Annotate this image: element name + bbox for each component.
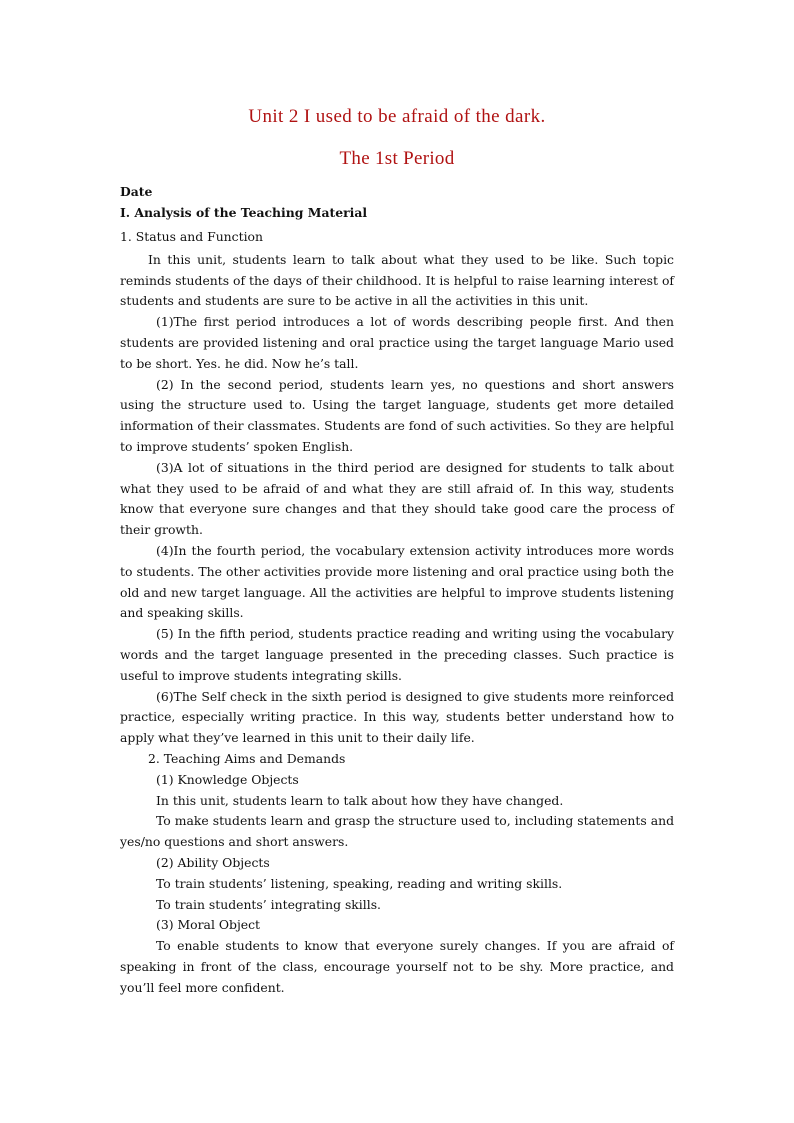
paragraph-sixth-period: (6)The Self check in the sixth period is designed to give students more reinforced practice, especially writing practice. In this way, students better understand how to apply what they’ve learned in this unit to their daily life.: [120, 688, 674, 746]
ability-objects-heading: (2) Ability Objects: [156, 854, 270, 870]
section-heading-analysis: Ⅰ. Analysis of the Teaching Material: [120, 205, 368, 220]
period-title: The 1st Period: [339, 148, 455, 169]
document-body: [120, 182, 674, 998]
paragraph-fourth-period: (4)In the fourth period, the vocabulary extension activity introduces more words to students. The other activities provide more listening and oral practice using both the old and new target language. All the activities are helpful to improve students listening and speaking skills.: [120, 542, 674, 621]
subsection-heading-aims: 2. Teaching Aims and Demands: [148, 750, 346, 766]
paragraph-fifth-period: (5) In the fifth period, students practice reading and writing using the vocabulary words and the target language presented in the preceding classes. Such practice is useful to improve students integrating skills.: [120, 626, 674, 683]
paragraph-second-period: (2) In the second period, students learn yes, no questions and short answers using the structure used to. Using the target language, students get more detailed information of their classmates. Students are fond of such activities. So they are helpful to improve students’ spoken English.: [120, 376, 674, 454]
paragraph-intro: In this unit, students learn to talk about what they used to be like. Such topic reminds students of the days of their childhood. It is helpful to raise learning interest of students and students are sure to be active in all the activities in this unit.: [120, 251, 674, 309]
ability-objective-1: To train students’ listening, speaking, reading and writing skills.: [156, 875, 563, 891]
date-label: Date: [120, 184, 153, 199]
knowledge-objective-2: To make students learn and grasp the structure used to, including statements and yes/no questions and short answers.: [120, 813, 674, 850]
moral-objective-1: To enable students to know that everyone surely changes. If you are afraid of speaking in front of the class, encourage yourself not to be shy. More practice, and you’ll feel more confident.: [120, 938, 674, 995]
paragraph-first-period: (1)The first period introduces a lot of words describing people first. And then students are provided listening and oral practice using the target language Mario used to be short. Yes. he did. Now he’s tall.: [120, 314, 674, 371]
knowledge-objective-1: In this unit, students learn to talk about how they have changed.: [156, 792, 564, 808]
ability-objective-2: To train students’ integrating skills.: [156, 896, 381, 912]
unit-title: Unit 2 I used to be afraid of the dark.: [248, 106, 546, 127]
paragraph-third-period: (3)A lot of situations in the third period are designed for students to talk about what they used to be afraid of and what they are still afraid of. In this way, students know that everyone sure changes and that they should take good care the process of their growth.: [120, 459, 674, 538]
moral-object-heading: (3) Moral Object: [156, 917, 261, 933]
knowledge-objects-heading: (1) Knowledge Objects: [156, 771, 299, 787]
subsection-heading-status: 1. Status and Function: [120, 228, 263, 244]
